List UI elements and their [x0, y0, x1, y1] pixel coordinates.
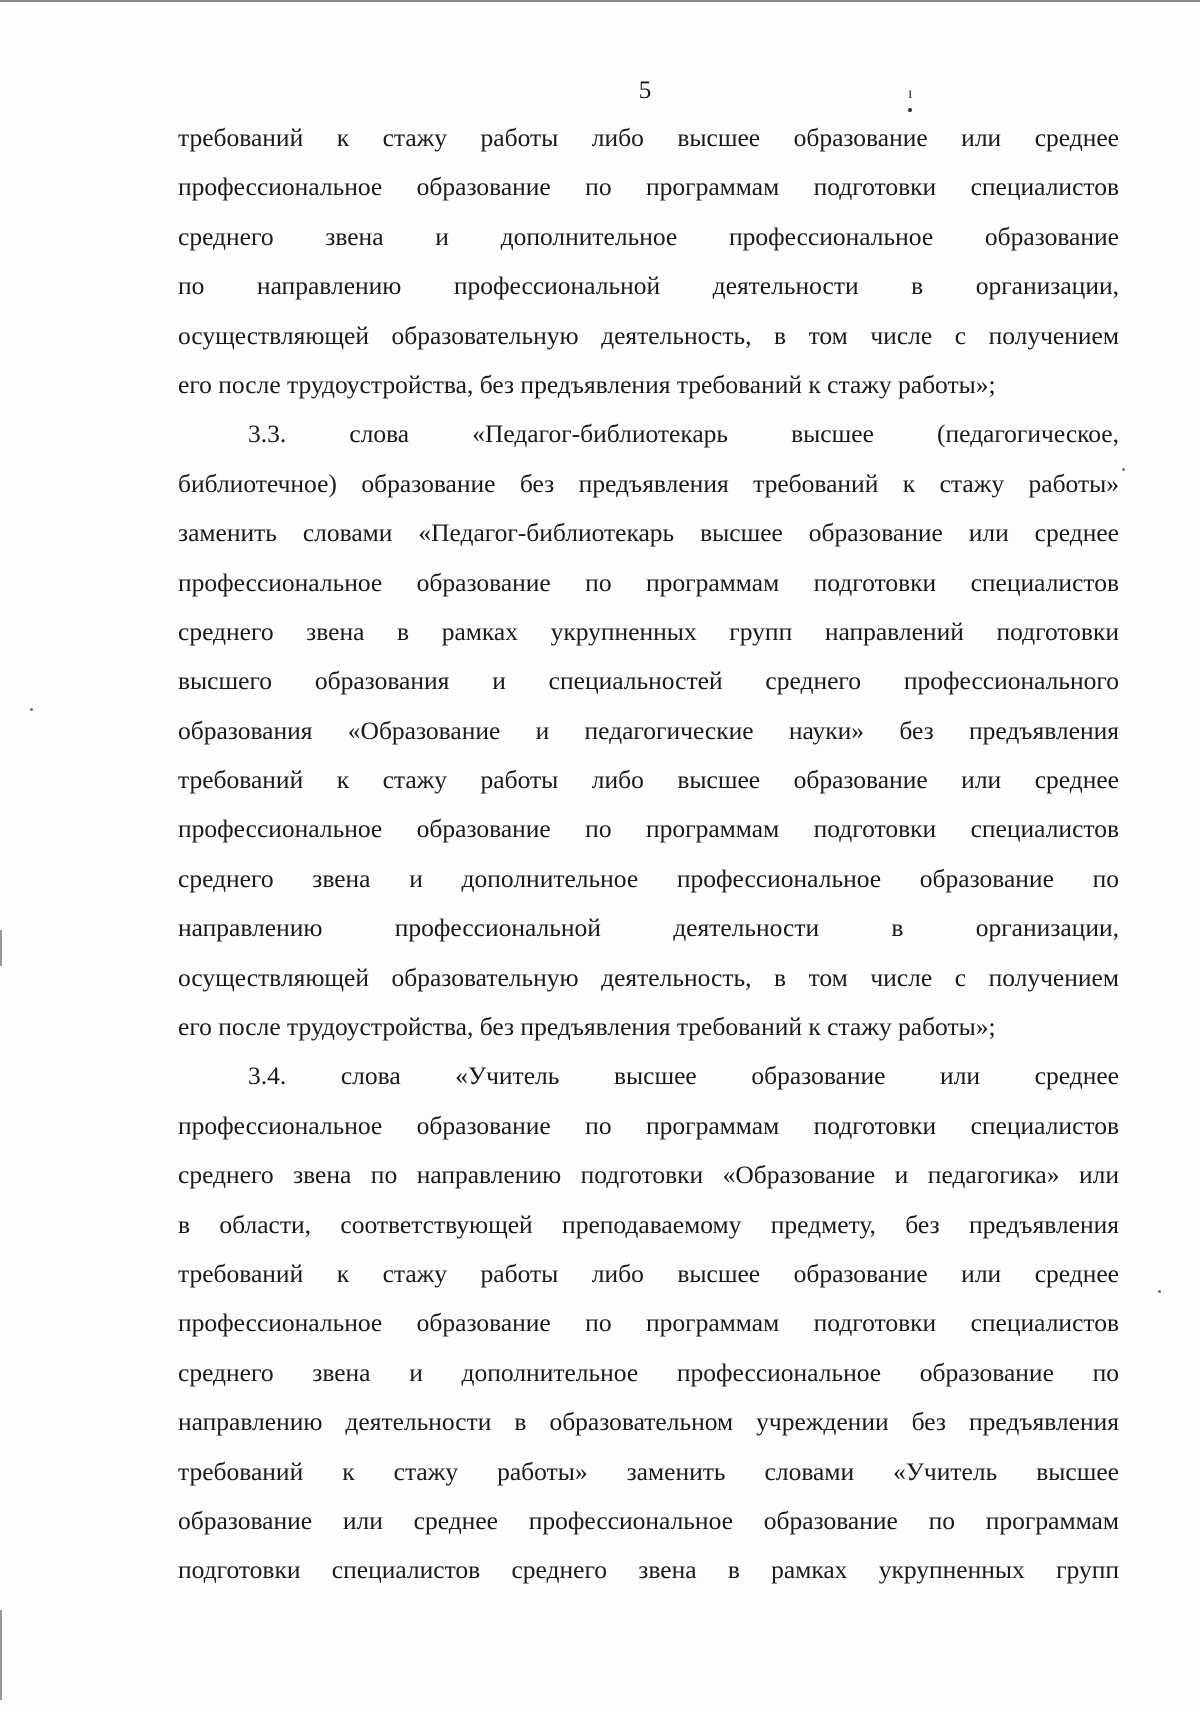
text-line: среднего звена и дополнительное профессиональное образование [178, 221, 1119, 251]
text-line: образование или среднее профессиональное образование по программам [178, 1505, 1119, 1535]
text-line: профессиональное образование по программам подготовки специалистов [178, 172, 1119, 202]
text-line: заменить словами «Педагог-библиотекарь высшее образование или среднее [178, 518, 1119, 548]
text-line: среднего звена по направлению подготовки «Образование и педагогика» или [178, 1160, 1119, 1190]
paragraph-3-3-start: 3.3. слова «Педагог-библиотекарь высшее (педагогическое, [248, 419, 1119, 449]
text-line: среднего звена и дополнительное профессиональное образование по [178, 863, 1119, 893]
paragraph-3-4-start: 3.4. слова «Учитель высшее образование или среднее [248, 1061, 1119, 1091]
page-number: 5 [638, 77, 652, 104]
text-line: его после трудоустройства, без предъявления требований к стажу работы»; [178, 1012, 996, 1042]
text-line: профессиональное образование по программам подготовки специалистов [178, 1308, 1119, 1338]
text-line: профессиональное образование по программам подготовки специалистов [178, 567, 1119, 597]
top-border-rule [0, 0, 1200, 2]
scan-edge-mark [0, 1610, 2, 1700]
scan-speck [30, 708, 33, 711]
body-text [178, 113, 1119, 1595]
text-line: направлению деятельности в образовательном учреждении без предъявления [178, 1407, 1119, 1437]
scan-artifact-dot [908, 108, 912, 112]
text-line: требований к стажу работы» заменить словами «Учитель высшее [178, 1456, 1119, 1486]
scan-artifact-mark: ı [908, 85, 913, 102]
scan-edge-mark [0, 930, 2, 966]
text-line: осуществляющей образовательную деятельность, в том числе с получением [178, 320, 1119, 350]
text-line: осуществляющей образовательную деятельность, в том числе с получением [178, 962, 1119, 992]
text-line: по направлению профессиональной деятельности в организации, [178, 271, 1119, 301]
scan-speck [1122, 468, 1125, 471]
text-line: профессиональное образование по программам подготовки специалистов [178, 1110, 1119, 1140]
text-line: образования «Образование и педагогические науки» без предъявления [178, 715, 1119, 745]
text-line: среднего звена и дополнительное профессиональное образование по [178, 1357, 1119, 1387]
text-line: требований к стажу работы либо высшее образование или среднее [178, 765, 1119, 795]
text-line: библиотечное) образование без предъявления требований к стажу работы» [178, 468, 1119, 498]
text-line: направлению профессиональной деятельности в организации, [178, 913, 1119, 943]
text-line: подготовки специалистов среднего звена в рамках укрупненных групп [178, 1555, 1119, 1585]
text-line: его после трудоустройства, без предъявления требований к стажу работы»; [178, 369, 996, 399]
text-line: среднего звена в рамках укрупненных групп направлений подготовки [178, 616, 1119, 646]
text-line: в области, соответствующей преподаваемому предмету, без предъявления [178, 1209, 1119, 1239]
scan-speck [1158, 1290, 1161, 1293]
text-line: высшего образования и специальностей среднего профессионального [178, 666, 1119, 696]
text-line: профессиональное образование по программам подготовки специалистов [178, 814, 1119, 844]
text-line: требований к стажу работы либо высшее образование или среднее [178, 123, 1119, 152]
text-line: требований к стажу работы либо высшее образование или среднее [178, 1258, 1119, 1288]
